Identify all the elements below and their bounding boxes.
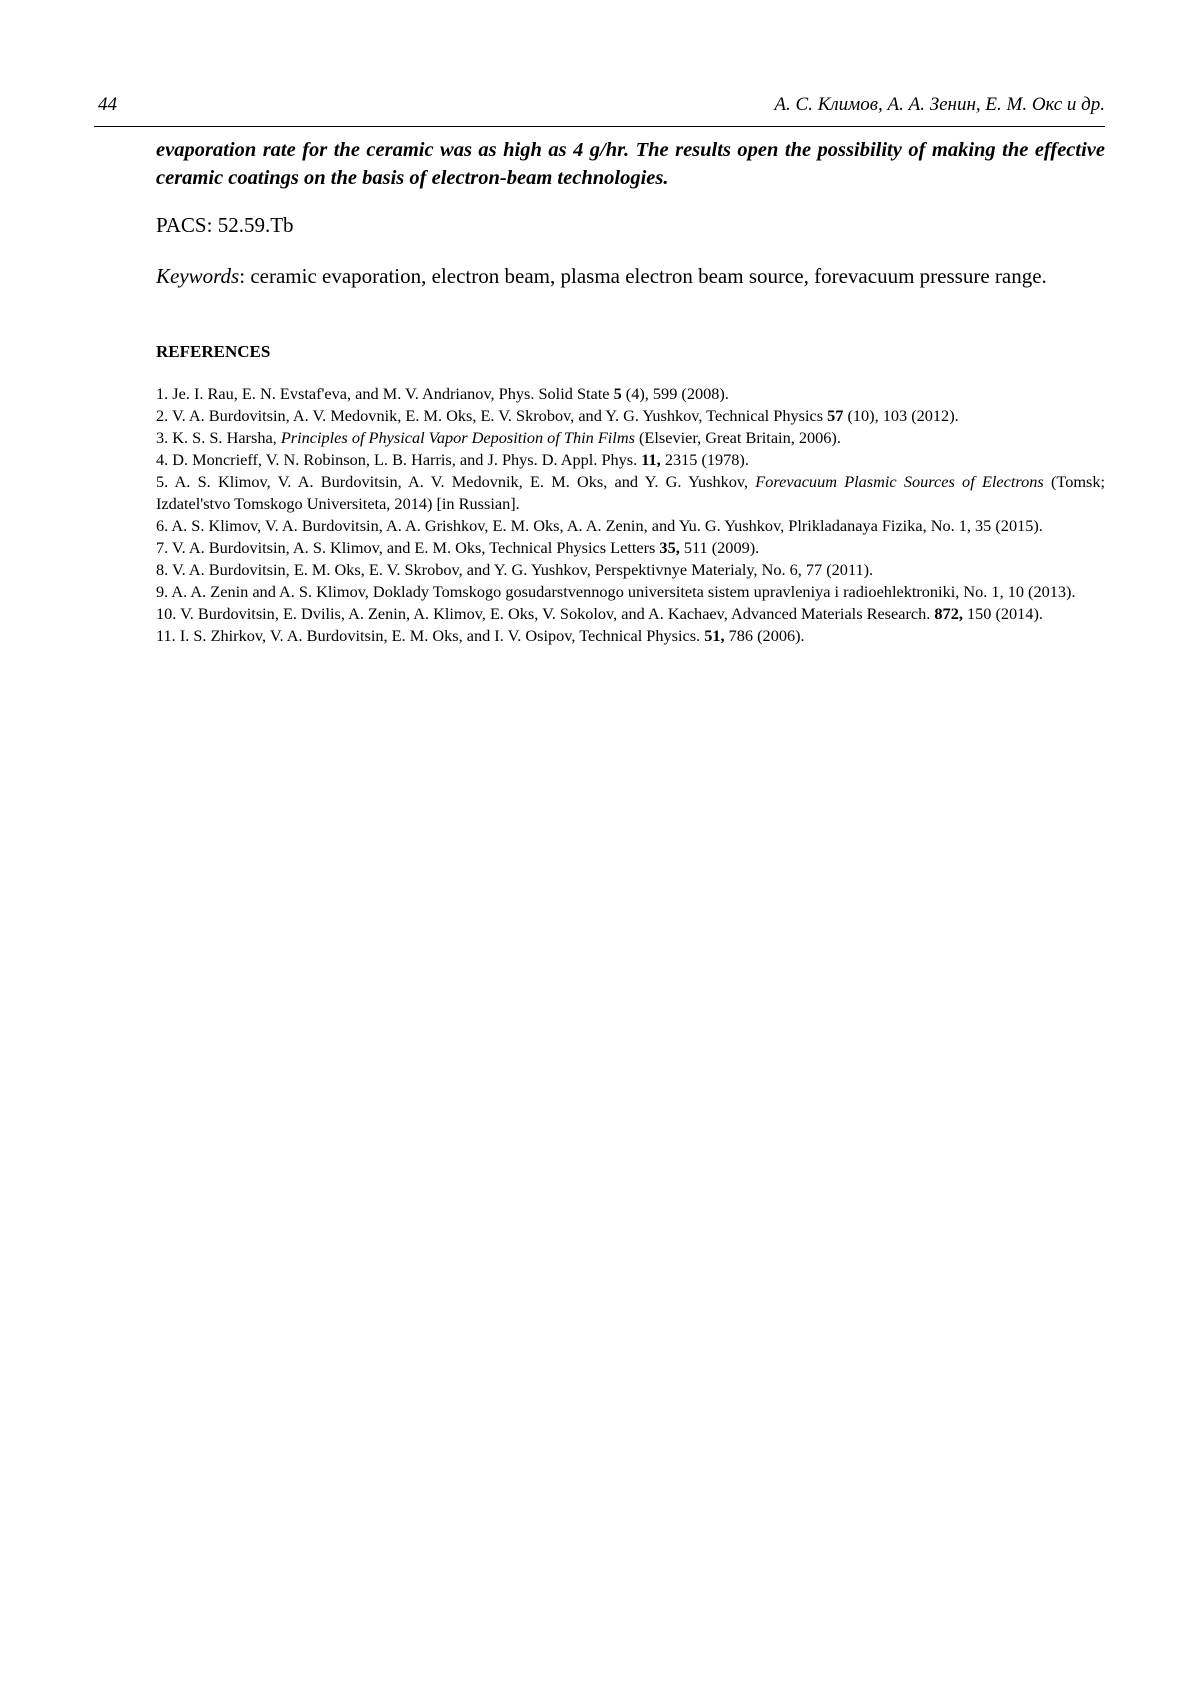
reference-item bbox=[156, 405, 1105, 427]
reference-text: 786 (2006). bbox=[724, 626, 805, 645]
reference-title: Principles of Physical Vapor Deposition of Thin Films bbox=[280, 428, 635, 447]
reference-title: Forevacuum Plasmic Sources of Electrons bbox=[755, 472, 1044, 491]
header-rule bbox=[94, 126, 1105, 127]
reference-volume: 35, bbox=[659, 538, 680, 557]
reference-text: (10), 103 (2012). bbox=[843, 406, 959, 425]
reference-text: 7. V. A. Burdovitsin, A. S. Klimov, and E. M. Oks, Technical Physics Letters bbox=[156, 538, 660, 557]
reference-text: 8. V. A. Burdovitsin, E. M. Oks, E. V. Skrobov, and Y. G. Yushkov, Perspektivnye Materialy, No. 6, 77 (2011). bbox=[156, 560, 874, 579]
reference-volume: 51, bbox=[704, 626, 725, 645]
reference-text: 9. A. A. Zenin and A. S. Klimov, Doklady Tomskogo gosudarstvennogo universiteta sistem upravleniya i radioehlektroniki, No. 1, 10 (2013). bbox=[156, 582, 1076, 601]
abstract-tail: evaporation rate for the ceramic was as high as 4 g/hr. The results open the possibility of making the effective ceramic coatings on the basis of electron-beam technologies. bbox=[156, 139, 1105, 189]
keywords-text: : ceramic evaporation, electron beam, plasma electron beam source, forevacuum pressure range. bbox=[239, 264, 1047, 288]
reference-item bbox=[156, 603, 1105, 625]
page-number: 44 bbox=[98, 94, 117, 115]
reference-list bbox=[156, 383, 1105, 647]
reference-text: 1. Je. I. Rau, E. N. Evstaf'eva, and M. V. Andrianov, Phys. Solid State bbox=[156, 384, 614, 403]
keywords-label: Keywords bbox=[156, 264, 240, 288]
reference-volume: 11, bbox=[641, 450, 661, 469]
reference-item bbox=[156, 383, 1105, 405]
reference-item bbox=[156, 625, 1105, 647]
reference-text: 10. V. Burdovitsin, E. Dvilis, A. Zenin, A. Klimov, E. Oks, V. Sokolov, and A. Kachaev, Advanced Materials Research. bbox=[156, 604, 935, 623]
keywords-line bbox=[156, 264, 1047, 289]
reference-text: (Tomsk; Izdatel'stvo Tomskogo Universiteta, 2014) [in Russian]. bbox=[156, 472, 1105, 513]
reference-item bbox=[156, 449, 1105, 471]
references-heading: REFERENCES bbox=[156, 342, 271, 361]
reference-item bbox=[156, 581, 1105, 603]
reference-text: 511 (2009). bbox=[679, 538, 760, 557]
pacs-line: PACS: 52.59.Tb bbox=[156, 213, 294, 237]
reference-item bbox=[156, 471, 1105, 515]
running-head: А. С. Климов, А. А. Зенин, Е. М. Окс и др. bbox=[774, 94, 1105, 115]
reference-text: 2. V. A. Burdovitsin, A. V. Medovnik, E. M. Oks, E. V. Skrobov, and Y. G. Yushkov, Technical Physics bbox=[156, 406, 828, 425]
reference-item bbox=[156, 559, 1105, 581]
reference-text: 5. A. S. Klimov, V. A. Burdovitsin, A. V. Medovnik, E. M. Oks, and Y. G. Yushkov, bbox=[156, 472, 756, 491]
reference-text: 150 (2014). bbox=[962, 604, 1043, 623]
reference-volume: 57 bbox=[827, 406, 844, 425]
reference-text: 11. I. S. Zhirkov, V. A. Burdovitsin, E. M. Oks, and I. V. Osipov, Technical Physics. bbox=[156, 626, 705, 645]
reference-text: (Elsevier, Great Britain, 2006). bbox=[634, 428, 841, 447]
reference-text: (4), 599 (2008). bbox=[621, 384, 729, 403]
reference-item bbox=[156, 515, 1105, 537]
reference-item bbox=[156, 537, 1105, 559]
reference-text: 4. D. Moncrieff, V. N. Robinson, L. B. Harris, and J. Phys. D. Appl. Phys. bbox=[156, 450, 642, 469]
reference-volume: 5 bbox=[613, 384, 622, 403]
reference-volume: 872, bbox=[934, 604, 963, 623]
reference-text: 3. K. S. S. Harsha, bbox=[156, 428, 281, 447]
reference-item bbox=[156, 427, 1105, 449]
reference-text: 6. A. S. Klimov, V. A. Burdovitsin, A. A. Grishkov, E. M. Oks, A. A. Zenin, and Yu. G. Yushkov, Plrikladanaya Fizika, No. 1, 35 (2015). bbox=[156, 516, 1043, 535]
reference-text: 2315 (1978). bbox=[660, 450, 749, 469]
